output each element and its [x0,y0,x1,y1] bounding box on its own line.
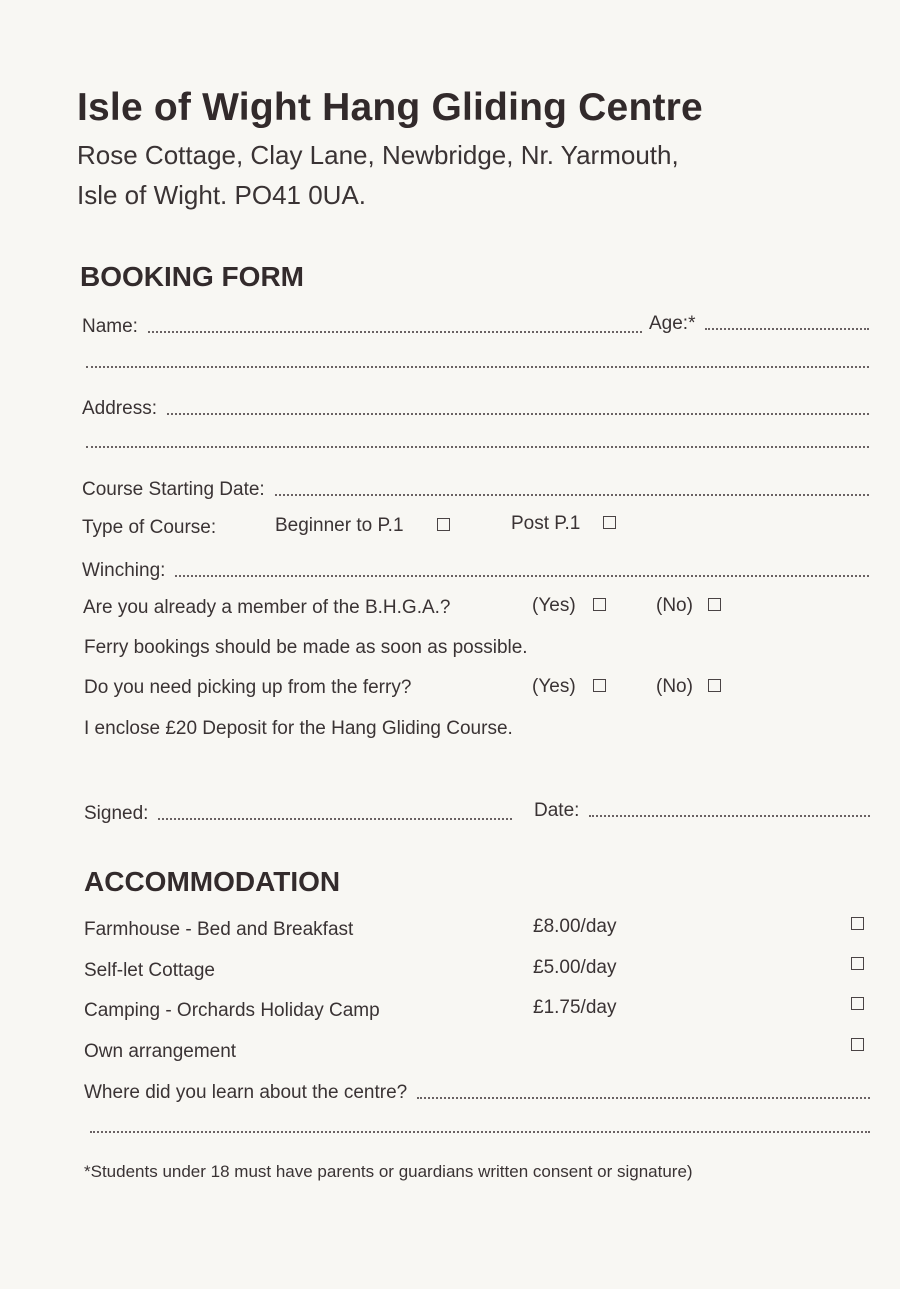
date-field[interactable] [589,815,870,817]
age-label: Age:* [649,313,696,334]
course-beginner-checkbox[interactable] [437,518,450,531]
age-row [649,309,869,335]
winching-field[interactable] [175,575,869,577]
accommodation-option-own: Own arrangement [84,1041,237,1062]
learn-continuation-field[interactable] [90,1131,870,1133]
footnote: *Students under 18 must have parents or guardians written consent or signature) [84,1162,693,1181]
name-row [82,312,642,338]
signature-field[interactable] [158,818,512,820]
course-date-label: Course Starting Date: [82,479,265,500]
ferry-question: Do you need picking up from the ferry? [84,677,412,698]
accommodation-farmhouse-checkbox[interactable] [851,917,864,930]
learn-label: Where did you learn about the centre? [84,1082,408,1103]
bhga-no-checkbox[interactable] [708,598,721,611]
accommodation-option-cottage: Self-let Cottage [84,960,215,981]
address-continuation-field[interactable] [86,446,869,448]
name-label: Name: [82,316,138,337]
accommodation-option-camping: Camping - Orchards Holiday Camp [84,1000,380,1021]
signed-label: Signed: [84,803,149,824]
accommodation-cottage-checkbox[interactable] [851,957,864,970]
name-continuation-field[interactable] [86,366,869,368]
course-beginner-label: Beginner to P.1 [275,515,404,536]
accommodation-price-farmhouse: £8.00/day [533,916,617,937]
learn-field[interactable] [417,1097,870,1099]
accommodation-price-cottage: £5.00/day [533,957,617,978]
accommodation-own-checkbox[interactable] [851,1038,864,1051]
accommodation-camping-checkbox[interactable] [851,997,864,1010]
course-post-p1-checkbox[interactable] [603,516,616,529]
organisation-title: Isle of Wight Hang Gliding Centre [77,86,703,129]
date-label: Date: [534,800,580,821]
bhga-yes-label: (Yes) [532,595,576,616]
bhga-no-label: (No) [656,595,693,616]
accommodation-option-farmhouse: Farmhouse - Bed and Breakfast [84,919,354,940]
bhga-yes-checkbox[interactable] [593,598,606,611]
address-label: Address: [82,398,157,419]
winching-row [82,556,869,582]
course-post-p1-label: Post P.1 [511,513,581,534]
date-row [534,796,870,822]
address-row [82,394,869,420]
ferry-no-label: (No) [656,676,693,697]
course-type-label: Type of Course: [82,517,217,538]
name-field[interactable] [148,331,642,333]
signed-row [84,799,512,825]
address-line-2: Isle of Wight. PO41 0UA. [77,180,367,210]
accommodation-title: ACCOMMODATION [84,866,341,897]
ferry-no-checkbox[interactable] [708,679,721,692]
booking-form-title: BOOKING FORM [80,261,304,292]
ferry-note: Ferry bookings should be made as soon as possible. [84,637,528,658]
course-date-field[interactable] [275,494,869,496]
accommodation-price-camping: £1.75/day [533,997,617,1018]
course-date-row [82,475,869,501]
ferry-yes-label: (Yes) [532,676,576,697]
ferry-yes-checkbox[interactable] [593,679,606,692]
bhga-question: Are you already a member of the B.H.G.A.? [83,597,451,618]
winching-label: Winching: [82,560,166,581]
learn-row [84,1078,870,1104]
age-field[interactable] [705,328,869,330]
address-line-1: Rose Cottage, Clay Lane, Newbridge, Nr. Yarmouth, [77,140,679,170]
deposit-note: I enclose £20 Deposit for the Hang Gliding Course. [84,718,513,739]
address-field[interactable] [167,413,869,415]
